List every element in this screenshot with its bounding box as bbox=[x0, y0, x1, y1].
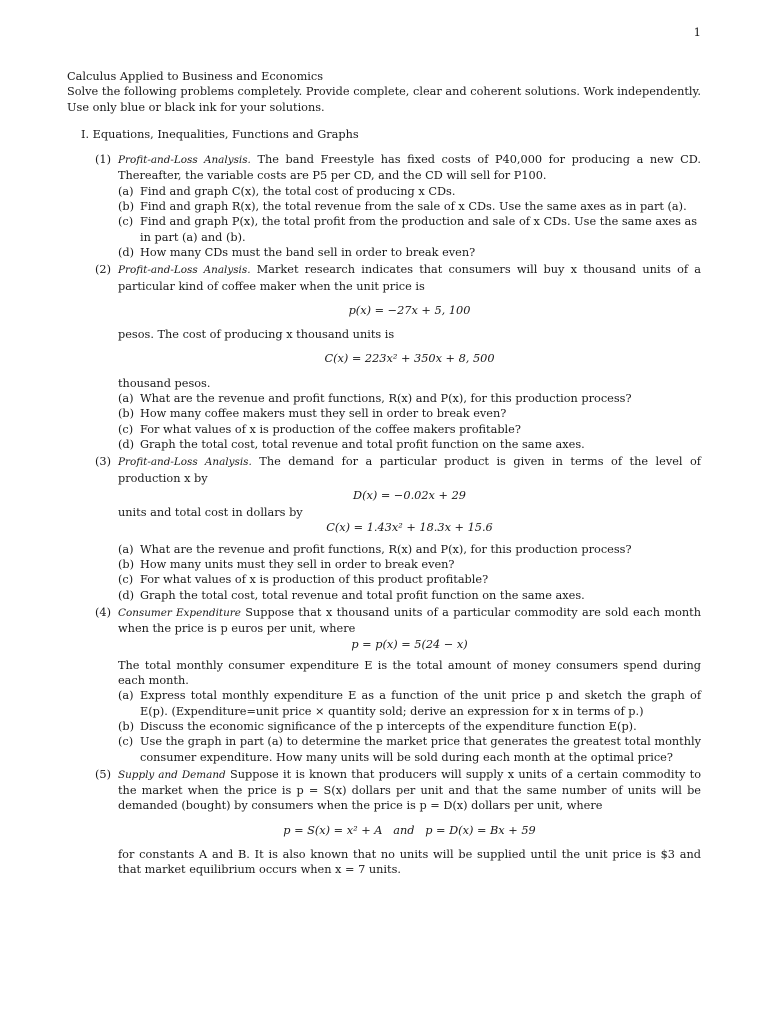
part-text: What are the revenue and profit functions, R(x) and P(x), for this production process? bbox=[140, 392, 632, 406]
problem-parts bbox=[118, 391, 701, 452]
problem-intro bbox=[118, 454, 701, 486]
part-text: Find and graph C(x), the total cost of producing x CDs. bbox=[140, 184, 456, 198]
part-text: How many units must they sell in order to break even? bbox=[140, 558, 455, 572]
part-label: (a) bbox=[118, 689, 134, 703]
part-text: How many CDs must the band sell in order to break even? bbox=[140, 245, 476, 259]
problem-mid-text: units and total cost in dollars by bbox=[118, 506, 303, 520]
part-item bbox=[118, 391, 701, 406]
problem-intro-text: The demand for a particular product is given in terms of the level of production x by bbox=[118, 455, 701, 485]
part-label: (a) bbox=[118, 542, 134, 556]
problem-1 bbox=[67, 152, 701, 260]
page-content bbox=[67, 69, 701, 878]
problem-2 bbox=[67, 262, 701, 452]
problem-number: (2) bbox=[95, 263, 112, 277]
supply-demand-equation: p = S(x) = x² + A and p = D(x) = Bx + 59 bbox=[283, 823, 536, 837]
problem-mid-text: pesos. The cost of producing x thousand units is bbox=[118, 328, 395, 342]
part-item bbox=[118, 199, 701, 214]
problem-intro-text: The band Freestyle has fixed costs of P40,000 for producing a new CD. Thereafter, the variable costs are P5 per CD, and the CD will sell for P100. bbox=[118, 153, 701, 183]
problem-intro-text: Suppose that x thousand units of a particular commodity are sold each month when the price is p euros per unit, where bbox=[118, 605, 701, 636]
problem-title: Supply and Demand bbox=[118, 768, 226, 781]
part-label: (b) bbox=[118, 200, 135, 214]
problem-intro bbox=[118, 605, 701, 637]
section-heading: I. Equations, Inequalities, Functions and Graphs bbox=[81, 127, 359, 141]
part-label: (a) bbox=[118, 392, 134, 406]
problem-after-text: for constants A and B. It is also known that no units will be supplied until the unit price is $3 and that market equilibrium occurs when x = 7 units. bbox=[118, 848, 701, 877]
part-item bbox=[118, 437, 701, 452]
part-label: (c) bbox=[118, 422, 134, 436]
problem-number: (1) bbox=[95, 153, 112, 167]
part-item bbox=[118, 572, 701, 587]
part-label: (b) bbox=[118, 558, 135, 572]
part-item bbox=[118, 184, 701, 199]
part-item bbox=[118, 542, 701, 557]
problem-number: (3) bbox=[95, 455, 112, 469]
demand-equation: D(x) = −0.02x + 29 bbox=[353, 488, 466, 502]
part-text: Discuss the economic significance of the p intercepts of the expenditure function E(p). bbox=[140, 719, 637, 733]
part-label: (c) bbox=[118, 573, 134, 587]
part-item bbox=[118, 245, 701, 260]
problem-parts bbox=[118, 542, 701, 603]
problem-parts bbox=[118, 184, 701, 260]
problem-intro bbox=[118, 262, 701, 294]
part-text: Graph the total cost, total revenue and total profit function on the same axes. bbox=[140, 437, 585, 451]
problem-intro-text: Suppose it is known that producers will supply x units of a certain commodity to the market when the price is p = S(x) dollars per unit and that the same number of units will be demanded (bought) by consumers when the price is p = D(x) dollars per unit, where bbox=[118, 767, 701, 813]
part-item bbox=[118, 406, 701, 421]
problem-3 bbox=[67, 454, 701, 603]
problem-4 bbox=[67, 605, 701, 765]
problem-title: Profit-and-Loss Analysis. bbox=[118, 154, 251, 167]
problem-number: (4) bbox=[95, 605, 112, 619]
part-item bbox=[118, 588, 701, 603]
part-label: (b) bbox=[118, 719, 135, 733]
part-text: Find and graph R(x), the total revenue from the sale of x CDs. Use the same axes as in part (a). bbox=[140, 200, 687, 214]
part-label: (b) bbox=[118, 407, 135, 421]
problem-title: Profit-and-Loss Analysis. bbox=[118, 456, 252, 469]
problem-title: Consumer Expenditure bbox=[118, 606, 241, 619]
problem-number: (5) bbox=[95, 767, 112, 781]
part-text: Use the graph in part (a) to determine the market price that generates the greatest total monthly consumer expenditure. How many units will be sold during each month at the optimal price? bbox=[140, 735, 701, 764]
part-label: (c) bbox=[118, 735, 134, 749]
problem-after-text: thousand pesos. bbox=[118, 376, 211, 390]
problem-intro-text: Market research indicates that consumers will buy x thousand units of a particular kind of coffee maker when the unit price is bbox=[118, 263, 701, 293]
price-equation: p(x) = −27x + 5, 100 bbox=[348, 303, 471, 317]
page-number: 1 bbox=[693, 25, 701, 39]
problem-parts bbox=[118, 688, 701, 764]
problem-mid-text: The total monthly consumer expenditure E is the total amount of money consumers spend during each month. bbox=[118, 658, 701, 688]
part-text: For what values of x is production of the coffee makers profitable? bbox=[140, 422, 521, 436]
part-item bbox=[118, 719, 701, 734]
part-text: Express total monthly expenditure E as a function of the unit price p and sketch the graph of E(p). (Expenditure=unit price × quantity sold; derive an expression for x in terms of p.) bbox=[140, 689, 701, 718]
price-equation: p = p(x) = 5(24 − x) bbox=[351, 637, 468, 651]
part-text: Graph the total cost, total revenue and total profit function on the same axes. bbox=[140, 588, 585, 602]
part-item bbox=[118, 422, 701, 437]
part-label: (a) bbox=[118, 184, 134, 198]
problem-title: Profit-and-Loss Analysis. bbox=[118, 264, 251, 277]
cost-equation: C(x) = 223x² + 350x + 8, 500 bbox=[324, 352, 495, 366]
part-text: What are the revenue and profit functions, R(x) and P(x), for this production process? bbox=[140, 542, 632, 556]
problem-5 bbox=[67, 767, 701, 878]
part-text: How many coffee makers must they sell in order to break even? bbox=[140, 407, 507, 421]
cost-equation: C(x) = 1.43x² + 18.3x + 15.6 bbox=[326, 521, 493, 535]
part-text: For what values of x is production of this product profitable? bbox=[140, 573, 489, 587]
part-label: (d) bbox=[118, 588, 135, 602]
problem-intro bbox=[118, 767, 701, 814]
instructions: Solve the following problems completely. Provide complete, clear and coherent solutions. Work independently. Use only blue or black ink for your solutions. bbox=[67, 85, 701, 114]
part-label: (c) bbox=[118, 215, 134, 229]
problem-intro bbox=[118, 152, 701, 184]
part-item bbox=[118, 734, 701, 765]
part-item bbox=[118, 688, 701, 719]
part-label: (d) bbox=[118, 437, 135, 451]
part-label: (d) bbox=[118, 245, 135, 259]
part-item bbox=[118, 557, 701, 572]
document-title: Calculus Applied to Business and Economics bbox=[67, 70, 324, 83]
part-item bbox=[118, 214, 701, 245]
part-text: Find and graph P(x), the total profit from the production and sale of x CDs. Use the same axes as in part (a) and (b). bbox=[140, 215, 698, 244]
